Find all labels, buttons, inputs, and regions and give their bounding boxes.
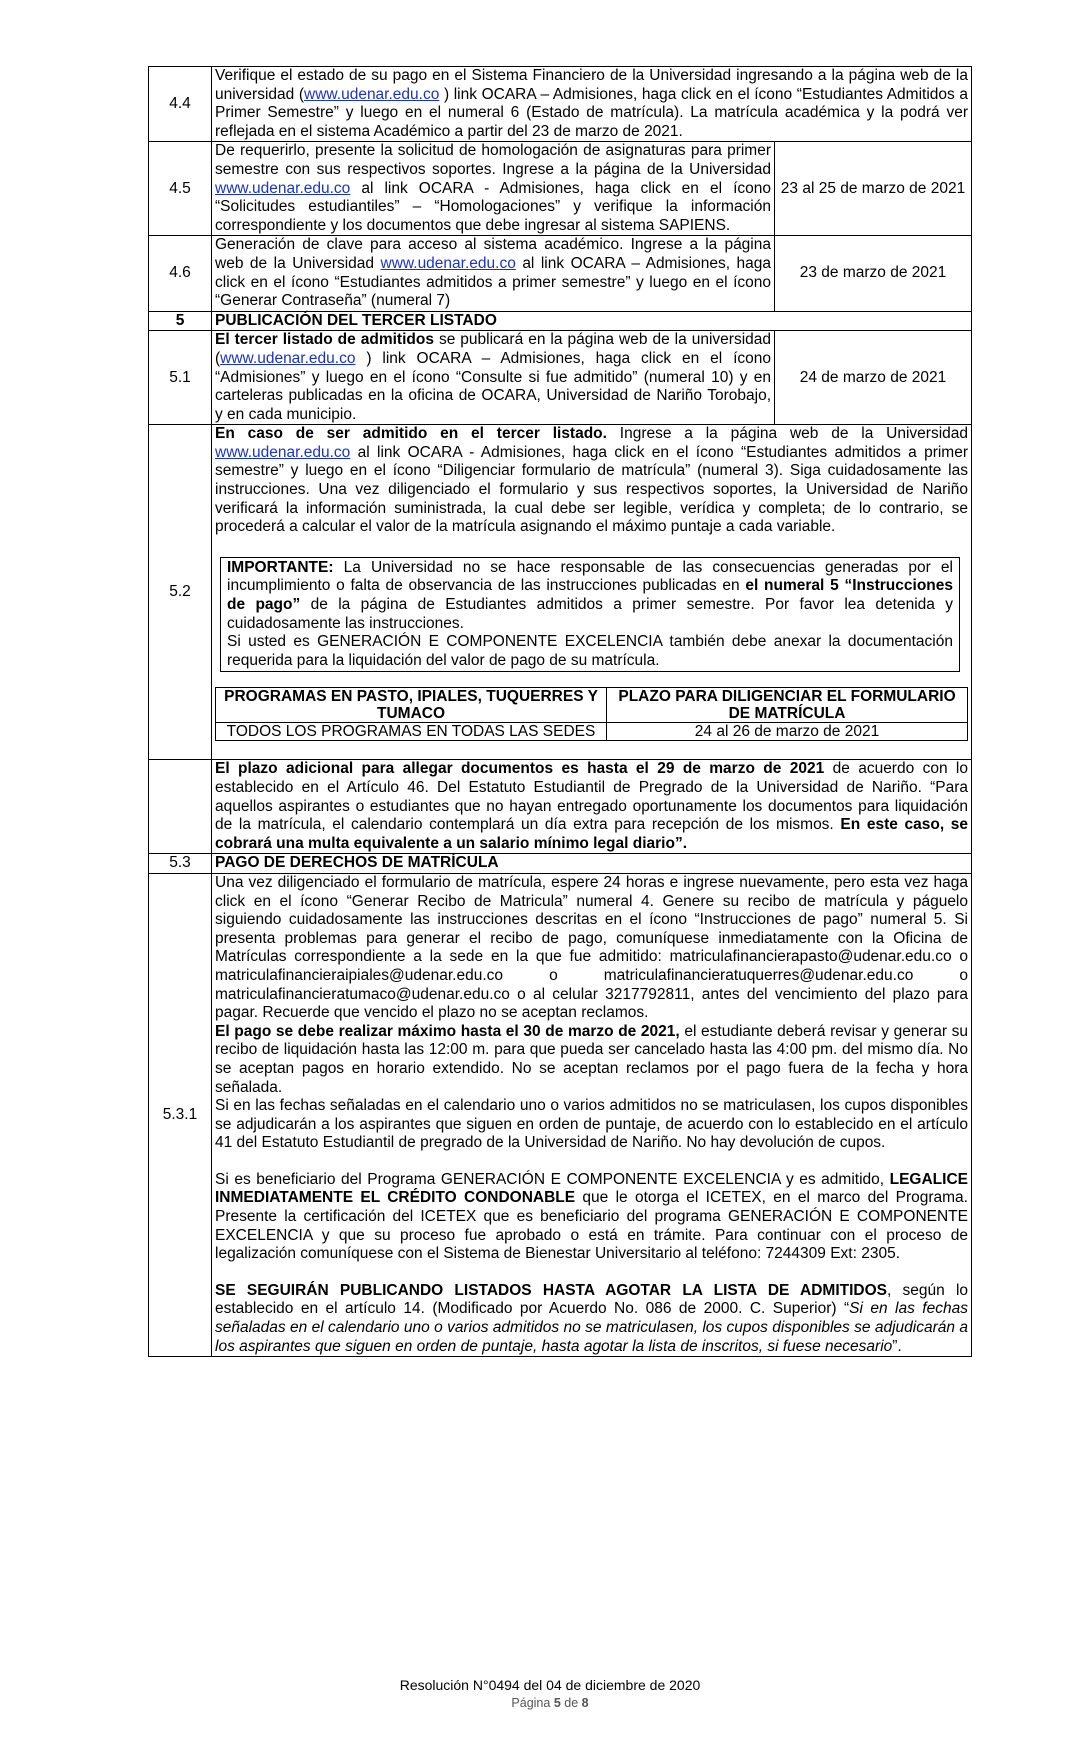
text: al link OCARA - Admisiones, haga click en el ícono “Solicitudes estudiantiles” – “Homologaciones” y verifique la información correspondiente y los documentos que debe ingresar al sistema SAPIENS. <box>215 179 771 234</box>
paragraph: Si en las fechas señaladas en el calendario uno o varios admitidos no se matriculasen, los cupos disponibles se adjudicarán a los aspirantes que siguen en orden de puntaje, de acuerdo con lo establecido en el artículo 41 del Estatuto Estudiantil de pregrado de la Universidad de Nariño. No hay devolución de cupos. <box>215 1097 968 1152</box>
page-number <box>0 1694 1068 1713</box>
text: Ingrese a la página web de la Universidad <box>606 425 969 443</box>
udenar-link[interactable]: www.udenar.edu.co <box>215 179 351 197</box>
table-row <box>149 67 972 142</box>
bold-text: En este caso, se cobrará una multa equivalente a un salario mínimo legal diario”. <box>215 816 969 852</box>
row-description <box>212 142 775 236</box>
text: La Universidad no se hace responsable de las consecuencias generadas por el incumplimiento o falta de observancia de las instrucciones publicadas en <box>227 558 953 595</box>
bold-text: El plazo adicional para allegar documentos es hasta el 29 de marzo de 2021 <box>215 760 825 778</box>
row-number: 5.3.1 <box>149 873 212 1356</box>
italic-text: Si en las fechas señaladas en el calendario uno o varios admitidos no se matriculasen, los cupos disponibles se adjudicarán a los aspirantes que siguen en orden de puntaje, hasta agotar la lista de inscritos, si fuese necesario <box>215 1300 968 1355</box>
section-number: 5 <box>149 311 212 331</box>
bold-text: el numeral 5 “Instrucciones de pago” <box>227 577 953 614</box>
row-number: 5.1 <box>149 331 212 425</box>
row-number: 5.2 <box>149 425 212 760</box>
text: Si usted es GENERACIÓN E COMPONENTE EXCELENCIA también debe anexar la documentación requerida para la liquidación del valor de pago de su matrícula. <box>227 633 953 669</box>
row-date: 23 de marzo de 2021 <box>775 236 972 311</box>
row-date: 23 al 25 de marzo de 2021 <box>775 142 972 236</box>
bold-text: El pago se debe realizar máximo hasta el 30 de marzo de 2021, <box>215 1022 680 1040</box>
text: de acuerdo con lo establecido en el Artículo 46. Del Estatuto Estudiantil de Pregrado de la Universidad de Nariño. “Para aquellos aspirantes o estudiantes que no hayan entregado oportunamente los documentos para liquidación de la matrícula, el calendario contemplará un día extra para recepción de los mismos. <box>215 760 968 834</box>
paragraph <box>215 1282 968 1356</box>
row-number: 4.5 <box>149 142 212 236</box>
calendar-table <box>148 66 972 1357</box>
row-date: 24 de marzo de 2021 <box>775 331 972 425</box>
text: de la página de Estudiantes admitidos a primer semestre. Por favor lea detenida y cuidadosamente las instrucciones. <box>227 596 953 632</box>
bold-text: En caso de ser admitido en el tercer listado. <box>215 425 607 443</box>
current-page: 5 <box>553 1696 561 1710</box>
row-number <box>149 760 212 854</box>
text: Verifique el estado de su pago en el Sistema Financiero de la Universidad ingresando a la página web de la universidad ( <box>215 67 968 103</box>
important-notice-box <box>220 557 960 673</box>
total-pages: 8 <box>581 1696 589 1710</box>
text: al link OCARA – Admisiones, haga click en el ícono “Estudiantes admitidos a primer semestre” y luego en el ícono “Generar Contraseña” (numeral 7) <box>215 254 771 310</box>
paragraph <box>215 1023 968 1097</box>
text: el estudiante deberá revisar y generar su recibo de liquidación hasta las 12:00 m. para que pueda ser cancelado hasta las 4:00 pm. del mismo día. No se aceptan pagos en horario extendido. No se aceptan reclamos por el pago fuera de la fecha y hora señalada. <box>215 1022 968 1096</box>
deadline-table <box>215 687 968 741</box>
row-description <box>212 331 775 425</box>
udenar-link[interactable]: www.udenar.edu.co <box>380 254 516 272</box>
column-header: PROGRAMAS EN PASTO, IPIALES, TUQUERRES Y TUMACO <box>216 688 607 723</box>
text: De requerirlo, presente la solicitud de homologación de asignaturas para primer semestre con sus respectivos soportes. Ingrese a la página de la Universidad <box>215 142 771 178</box>
paragraph <box>215 425 968 537</box>
udenar-link[interactable]: www.udenar.edu.co <box>304 85 440 103</box>
table-row <box>149 331 972 425</box>
table-row <box>149 425 972 760</box>
table-cell: TODOS LOS PROGRAMAS EN TODAS LAS SEDES <box>216 723 607 741</box>
table-cell: 24 al 26 de marzo de 2021 <box>607 723 968 741</box>
row-description <box>212 760 972 854</box>
section-row <box>149 854 972 874</box>
section-row <box>149 311 972 331</box>
paragraph: Una vez diligenciado el formulario de matrícula, espere 24 horas e ingrese nuevamente, pero esta vez haga click en el ícono “Generar Recibo de Matricula” numeral 4. Genere su recibo de matrícula y páguelo siguiendo cuidadosamente las instrucciones descritas en el ícono “Instrucciones de pago” numeral 5. Si presenta problemas para generar el recibo de pago, comuníquese inmediatamente con la Oficina de Matrículas correspondiente a la sede en la que fue admitido: matriculafinancierapasto@udenar.edu.co o matriculafinancieraipiales@udenar.edu.co o matriculafinancieratuquerres@udenar.edu.co o matriculafinancieratumaco@udenar.edu.co o al celular 3217792811, antes del vencimiento del plazo para pagar. Recuerde que vencido el plazo no se aceptan reclamos. <box>215 873 968 1022</box>
text: , según lo establecido en el artículo 14. (Modificado por Acuerdo No. 086 de 2000. C. Superior) “ <box>215 1281 969 1318</box>
row-description <box>212 425 972 760</box>
udenar-link[interactable]: www.udenar.edu.co <box>215 443 351 461</box>
text: se publicará en la página web de la universidad ( <box>215 331 772 367</box>
row-description <box>212 873 972 1356</box>
row-number: 4.6 <box>149 236 212 311</box>
text: ”. <box>892 1337 902 1355</box>
paragraph <box>215 1171 968 1264</box>
text: ) link OCARA – Admisiones, haga click en el ícono “Admisiones” y luego en el ícono “Consulte si fue admitido” (numeral 10) y en carteleras publicadas en la oficina de OCARA, Universidad de Nariño Torobajo, y en cada municipio. <box>215 349 771 423</box>
table-row <box>149 142 972 236</box>
resolution-footer: Resolución N°0494 del 04 de diciembre de 2020 <box>399 1677 701 1693</box>
bold-text: SE SEGUIRÁN PUBLICANDO LISTADOS HASTA AGOTAR LA LISTA DE ADMITIDOS <box>215 1281 887 1299</box>
text: ) link OCARA – Admisiones, haga click en el ícono “Estudiantes Admitidos a Primer Semestre” y luego en el numeral 6 (Estado de matrícula). La matrícula académica y la podrá ver reflejada en el sistema Académico a partir del 23 de marzo de 2021. <box>215 85 968 140</box>
text: al link OCARA - Admisiones, haga click en el ícono “Estudiantes admitidos a primer semestre” y luego en el ícono “Diligenciar formulario de matrícula” (numeral 3). Siga cuidadosamente las instrucciones. Una vez diligenciado el formulario y sus respectivos soportes, la Universidad de Nariño verificará la información suministrada, la cual debe ser legible, verídica y completa; de lo contrario, se procederá a calcular el valor de la matrícula asignando el máximo puntaje a cada variable. <box>215 443 968 536</box>
table-row <box>149 236 972 311</box>
section-title: PAGO DE DERECHOS DE MATRÍCULA <box>212 854 972 874</box>
text: Generación de clave para acceso al sistema académico. Ingrese a la página web de la Universidad <box>215 236 771 272</box>
table-row <box>149 760 972 854</box>
section-number: 5.3 <box>149 854 212 874</box>
udenar-link[interactable]: www.udenar.edu.co <box>220 349 356 367</box>
text: de <box>560 1696 582 1710</box>
row-number: 4.4 <box>149 67 212 142</box>
text: que le otorga el ICETEX, en el marco del Programa. Presente la certificación del ICETEX que es beneficiario del programa GENERACIÓN E COMPONENTE EXCELENCIA y que su proceso fue aprobado o está en trámite. Para continuar con el proceso de legalización comuníquese con el Sistema de Bienestar Universitario al teléfono: 7244309 Ext: 2305. <box>215 1189 968 1263</box>
bold-text: El tercer listado de admitidos <box>215 331 434 349</box>
section-title: PUBLICACIÓN DEL TERCER LISTADO <box>212 311 972 331</box>
bold-text: LEGALICE INMEDIATAMENTE EL CRÉDITO CONDONABLE <box>215 1170 968 1207</box>
row-description <box>212 236 775 311</box>
table-row <box>149 873 972 1356</box>
column-header: PLAZO PARA DILIGENCIAR EL FORMULARIO DE MATRÍCULA <box>607 688 968 723</box>
important-label: IMPORTANTE: <box>227 558 334 576</box>
row-description <box>212 67 972 142</box>
text: Si es beneficiario del Programa GENERACIÓN E COMPONENTE EXCELENCIA y es admitido, <box>215 1170 890 1188</box>
text: Página <box>511 1696 554 1710</box>
